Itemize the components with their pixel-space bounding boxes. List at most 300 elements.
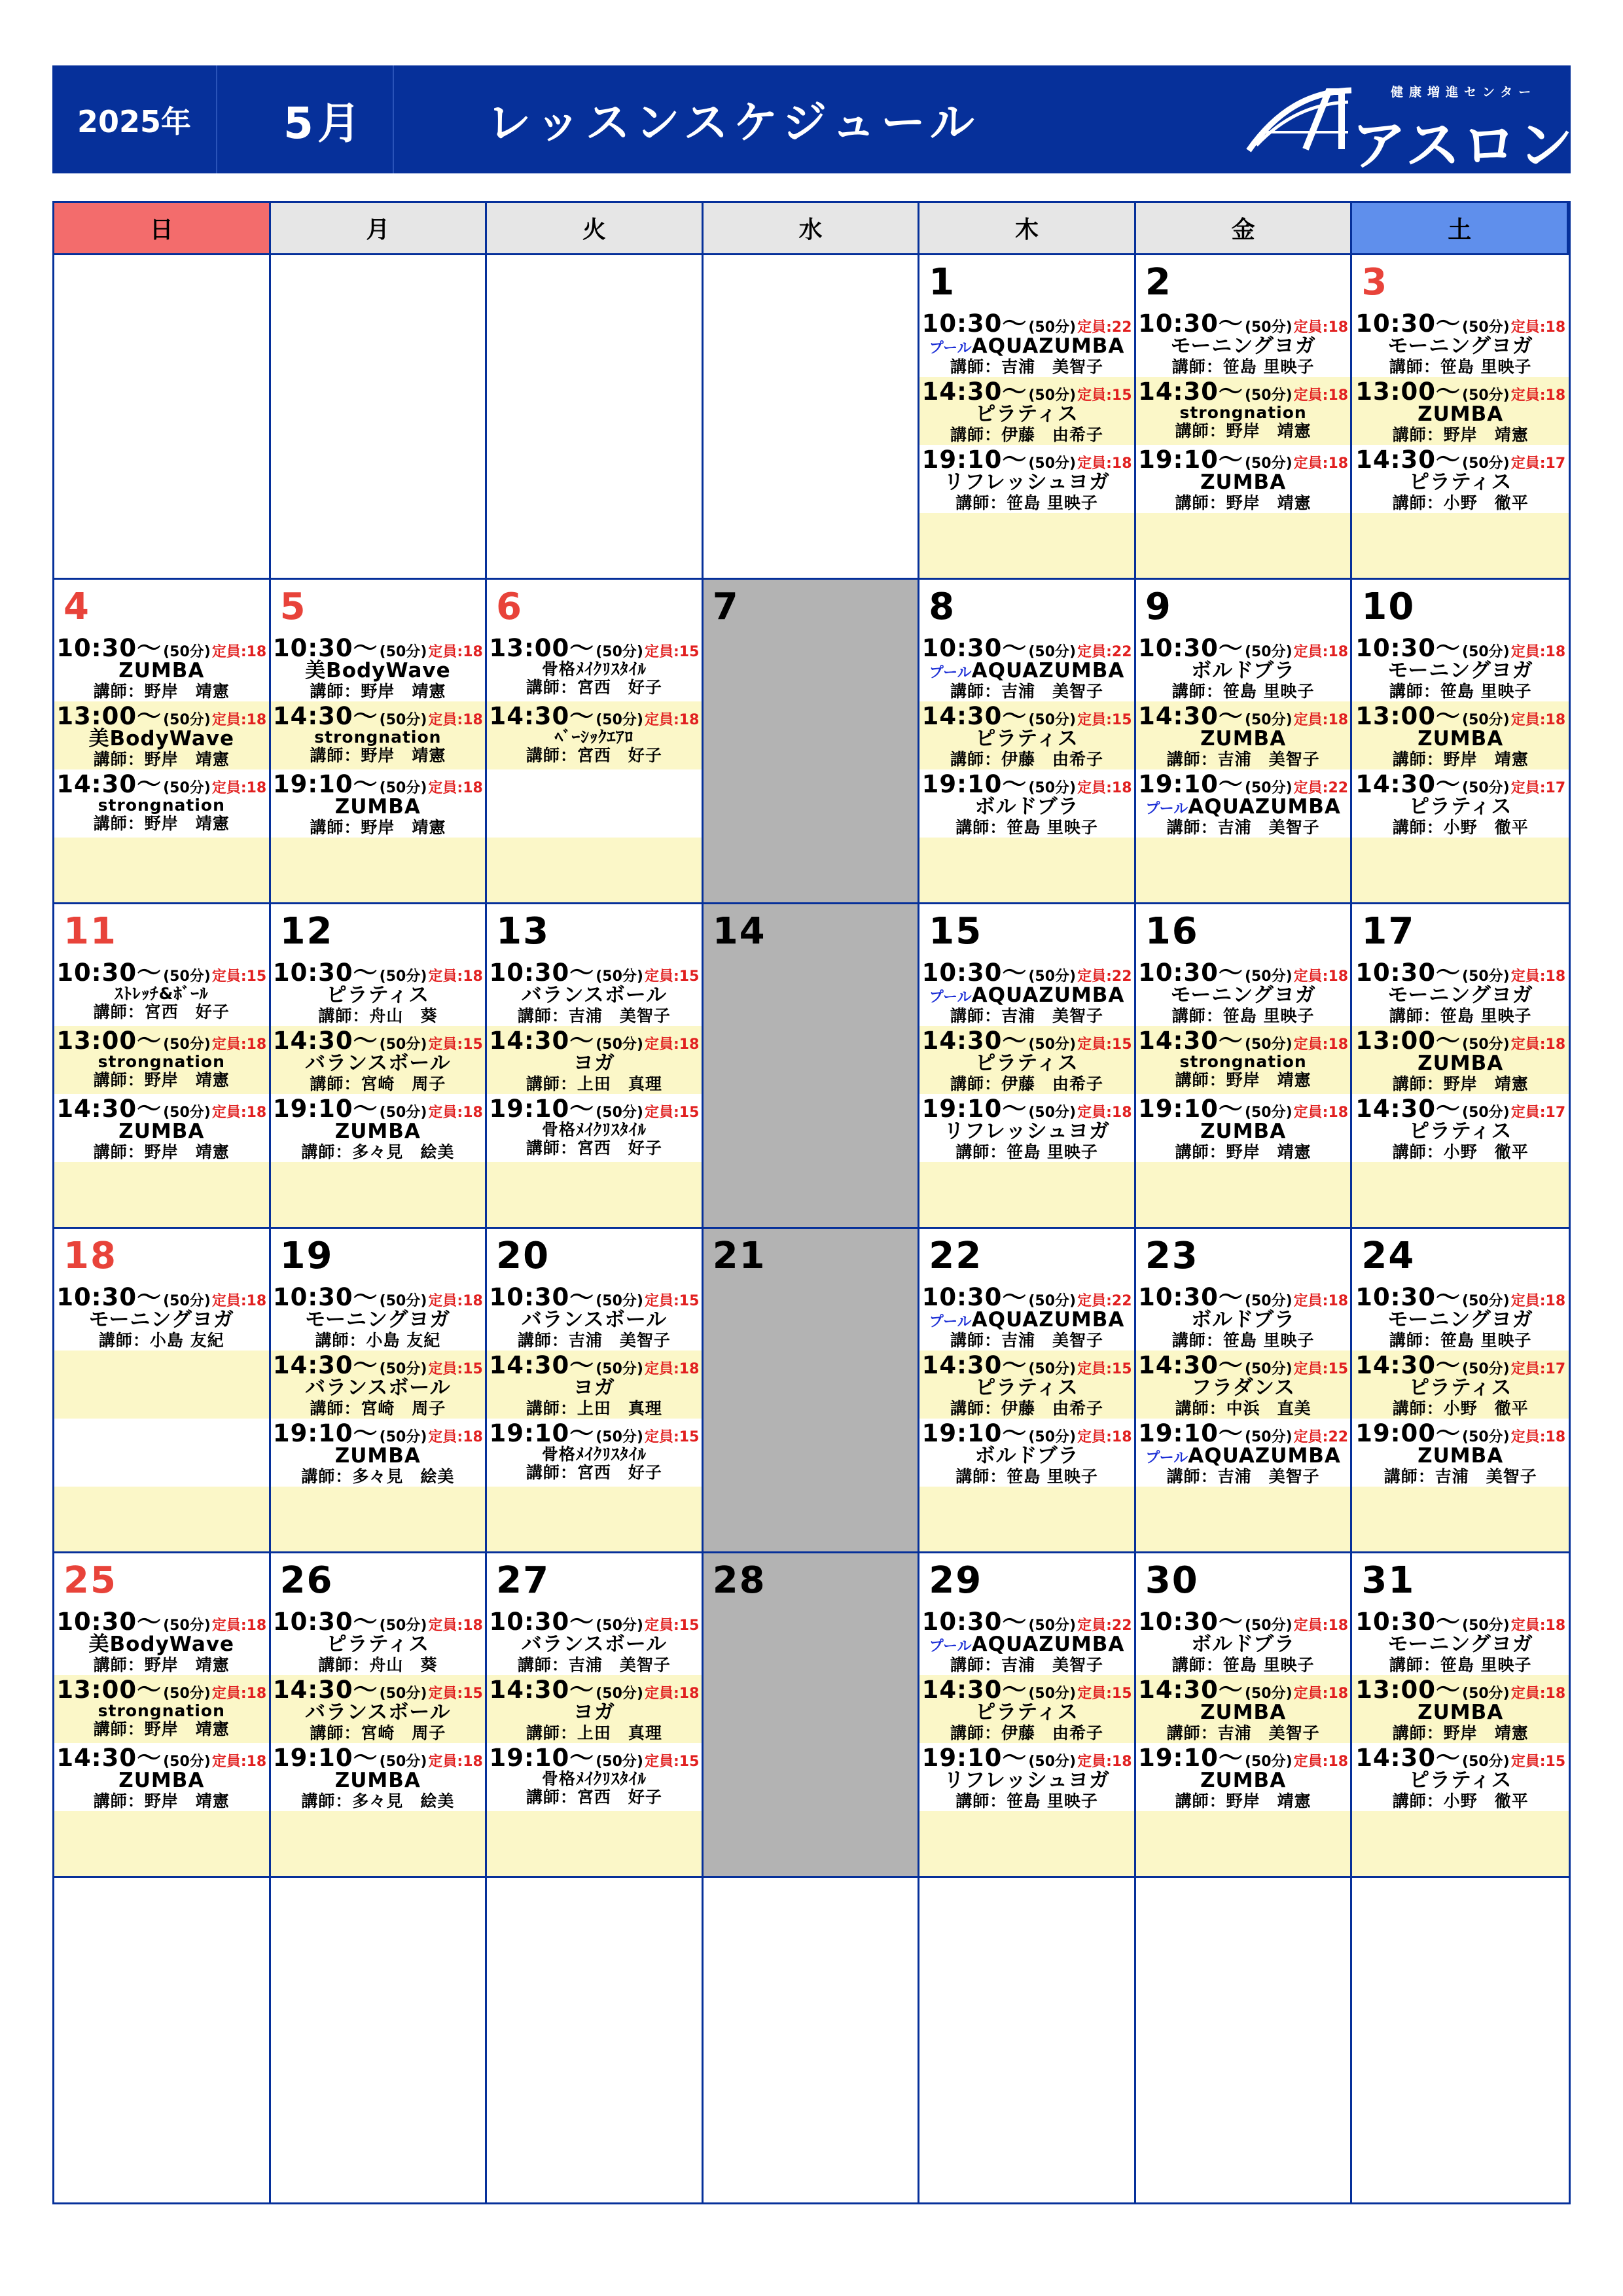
month-label: 5月 <box>283 98 365 149</box>
cell-filler <box>919 1487 1134 1551</box>
lesson-slot <box>919 1094 1134 1162</box>
lesson-instructor: 講師：野岸 靖憲 <box>310 746 446 765</box>
day-cell <box>271 1553 488 1878</box>
day-number <box>1352 1878 1569 1932</box>
lesson-capacity: 定員:22 <box>1077 644 1132 660</box>
lesson-capacity: 定員:17 <box>1510 455 1566 472</box>
lesson-name: プールAQUAZUMBA <box>1145 1444 1341 1468</box>
lesson-time: 10:30〜 <box>272 1283 378 1311</box>
lesson-name: ZUMBA <box>1200 1701 1287 1724</box>
lesson-name: ボルドブラ <box>974 1444 1079 1468</box>
lesson-slot <box>1136 1351 1351 1419</box>
day-number <box>1136 1878 1351 1932</box>
lesson-slot <box>919 701 1134 769</box>
lesson-duration: (50分) <box>163 712 211 728</box>
lesson-slot <box>1352 445 1569 513</box>
lesson-time-line <box>1352 1097 1569 1121</box>
lesson-duration: (50分) <box>596 1104 643 1121</box>
lesson-capacity: 定員:18 <box>211 1686 267 1702</box>
lesson-instructor: 講師：伊藤 由希子 <box>950 1399 1104 1418</box>
lesson-duration: (50分) <box>163 1036 211 1053</box>
lesson-duration: (50分) <box>1028 387 1077 404</box>
lesson-time: 10:30〜 <box>1355 309 1461 338</box>
day-number <box>487 255 702 309</box>
lesson-time: 14:30〜 <box>272 1027 378 1055</box>
lesson-name: プールAQUAZUMBA <box>929 983 1125 1007</box>
lesson-time-line <box>919 1610 1134 1634</box>
lesson-name: strongnation <box>98 1052 225 1071</box>
lesson-instructor: 講師：笹島 里映子 <box>1389 357 1532 376</box>
lesson-name: ボルドブラ <box>1191 1308 1296 1332</box>
lesson-time: 14:30〜 <box>489 1676 595 1704</box>
lesson-time-line <box>1136 1097 1351 1121</box>
day-cell <box>271 904 488 1229</box>
day-cell <box>271 1878 488 2202</box>
lesson-name: ZUMBA <box>1418 1701 1504 1724</box>
lesson-time-line <box>1136 1285 1351 1309</box>
lesson-instructor: 講師：小島 友紀 <box>315 1331 441 1350</box>
lesson-name: モーニングヨガ <box>1387 983 1533 1007</box>
lesson-capacity: 定員:18 <box>1510 1293 1566 1309</box>
weekday-header: 日 <box>54 203 271 255</box>
lesson-name: ピラティス <box>975 1376 1079 1400</box>
lesson-duration: (50分) <box>596 1686 643 1702</box>
lesson-duration: (50分) <box>596 1361 643 1377</box>
lesson-name: バランスボール <box>305 1376 451 1400</box>
lesson-slot <box>271 633 486 701</box>
lesson-name: モーニングヨガ <box>305 1308 451 1332</box>
lesson-time-line <box>1136 1421 1351 1445</box>
lesson-time: 10:30〜 <box>1355 634 1461 662</box>
lesson-slot <box>271 1675 486 1743</box>
lesson-capacity: 定員:18 <box>1077 1429 1132 1445</box>
lesson-time-line <box>271 1421 486 1445</box>
lesson-duration: (50分) <box>1028 712 1077 728</box>
day-number: 12 <box>279 910 334 953</box>
weekday-header: 水 <box>704 203 920 255</box>
lesson-duration: (50分) <box>1462 319 1510 336</box>
lesson-instructor: 講師：宮西 好子 <box>526 1463 662 1482</box>
lesson-time-line <box>1136 772 1351 796</box>
lesson-time: 10:30〜 <box>921 959 1027 987</box>
lesson-instructor: 講師：小野 徹平 <box>1392 1142 1529 1161</box>
closed-day-cell <box>704 580 920 904</box>
lesson-slot <box>1136 445 1351 513</box>
lesson-instructor: 講師：宮西 好子 <box>526 1788 662 1807</box>
lesson-capacity: 定員:18 <box>428 644 483 660</box>
lesson-time: 10:30〜 <box>1138 1283 1243 1311</box>
lesson-slot <box>1136 1743 1351 1811</box>
cell-filler <box>487 838 702 902</box>
cell-filler <box>1136 1811 1351 1876</box>
lesson-duration: (50分) <box>163 1686 211 1702</box>
lesson-slot <box>919 1282 1134 1351</box>
lesson-slot <box>1352 309 1569 377</box>
lesson-time-line <box>1352 1746 1569 1770</box>
cell-filler <box>487 1932 702 2202</box>
lesson-duration: (50分) <box>1462 1036 1510 1053</box>
lesson-capacity: 定員:18 <box>1293 1754 1349 1770</box>
lesson-time-line <box>487 1353 702 1377</box>
lesson-duration: (50分) <box>163 644 211 660</box>
lesson-name: strongnation <box>314 728 442 747</box>
lesson-slot <box>919 445 1134 513</box>
cell-filler <box>1352 513 1569 578</box>
day-number: 6 <box>496 585 524 628</box>
cell-filler <box>1136 838 1351 902</box>
lesson-name: ZUMBA <box>1200 727 1287 751</box>
day-cell <box>1352 1229 1569 1553</box>
year-label: 2025年 <box>77 103 192 139</box>
lesson-name: ボルドブラ <box>1191 659 1296 682</box>
lesson-name: モーニングヨガ <box>88 1308 234 1332</box>
lesson-name: バランスボール <box>521 983 668 1007</box>
day-number: 29 <box>929 1559 983 1602</box>
lesson-slot <box>704 1026 918 1094</box>
lesson-time-line <box>54 1029 269 1053</box>
lesson-capacity: 定員:22 <box>1077 319 1132 336</box>
lesson-time-line <box>271 704 486 728</box>
lesson-name: ピラティス <box>1408 1769 1512 1792</box>
lesson-name: ZUMBA <box>1200 1120 1287 1143</box>
lesson-duration: (50分) <box>1244 644 1293 660</box>
day-cell <box>54 1878 271 2202</box>
lesson-duration: (50分) <box>379 1036 427 1053</box>
lesson-capacity: 定員:18 <box>428 780 483 796</box>
lesson-time: 19:10〜 <box>489 1419 595 1447</box>
lesson-name: ヨガ <box>573 1701 615 1724</box>
lesson-time: 10:30〜 <box>1355 1283 1461 1311</box>
cell-filler <box>487 1487 702 1551</box>
lesson-slot <box>919 1026 1134 1094</box>
day-cell <box>1352 904 1569 1229</box>
lesson-instructor: 講師：多々見 絵美 <box>301 1467 455 1486</box>
page-title: レッスンスケジュール <box>486 97 980 149</box>
lesson-time: 13:00〜 <box>1355 378 1461 406</box>
lesson-capacity: 定員:22 <box>1077 1293 1132 1309</box>
day-cell <box>704 255 920 580</box>
lesson-duration: (50分) <box>1462 780 1510 796</box>
cell-filler <box>1352 838 1569 902</box>
lesson-capacity: 定員:15 <box>644 1754 700 1770</box>
day-cell <box>271 1229 488 1553</box>
logo-mark-icon <box>1243 85 1355 157</box>
lesson-time-line <box>487 1746 702 1770</box>
lesson-capacity: 定員:18 <box>428 712 483 728</box>
lesson-time: 13:00〜 <box>1355 1676 1461 1704</box>
lesson-slot <box>704 1094 918 1162</box>
lesson-instructor: 講師：吉浦 美智子 <box>1166 1723 1320 1742</box>
lesson-time: 14:30〜 <box>1355 446 1461 474</box>
lesson-instructor: 講師：笹島 里映子 <box>1171 1331 1315 1350</box>
lesson-instructor: 講師：小野 徹平 <box>1392 818 1529 837</box>
day-cell <box>1136 1553 1353 1878</box>
lesson-instructor: 講師：野岸 靖憲 <box>93 1142 230 1161</box>
lesson-duration: (50分) <box>1028 1617 1077 1634</box>
lesson-time: 10:30〜 <box>921 1608 1027 1636</box>
lesson-time-line <box>919 961 1134 985</box>
lesson-time: 19:10〜 <box>921 1095 1027 1123</box>
lesson-time-line <box>487 704 702 728</box>
day-number <box>704 1878 918 1932</box>
lesson-name: モーニングヨガ <box>1170 334 1316 358</box>
cell-filler <box>704 1932 918 2202</box>
lesson-slot <box>54 1743 269 1811</box>
day-number <box>271 255 486 309</box>
lesson-time-line <box>54 1678 269 1702</box>
lesson-time-line <box>54 1285 269 1309</box>
day-number: 13 <box>496 910 550 953</box>
lesson-time-line <box>487 1421 702 1445</box>
lesson-duration: (50分) <box>1028 644 1077 660</box>
lesson-name: プールAQUAZUMBA <box>1145 795 1341 819</box>
lesson-time-line <box>919 636 1134 660</box>
lesson-capacity: 定員:15 <box>1077 387 1132 404</box>
lesson-slot <box>271 1743 486 1811</box>
lesson-time-line <box>54 636 269 660</box>
lesson-duration: (50分) <box>1028 780 1077 796</box>
lesson-capacity: 定員:15 <box>211 968 267 985</box>
lesson-time: 14:30〜 <box>1138 378 1243 406</box>
lesson-instructor: 講師：吉浦 美智子 <box>950 357 1104 376</box>
lesson-capacity: 定員:18 <box>1510 1036 1566 1053</box>
lesson-name: モーニングヨガ <box>1387 1308 1533 1332</box>
day-cell <box>487 1878 704 2202</box>
lesson-time: 10:30〜 <box>921 1283 1027 1311</box>
cell-filler <box>487 1811 702 1876</box>
lesson-instructor: 講師：吉浦 美智子 <box>517 1331 671 1350</box>
lesson-slot <box>1136 1282 1351 1351</box>
lesson-slot <box>1136 1094 1351 1162</box>
lesson-name: ピラティス <box>326 1633 430 1656</box>
lesson-instructor: 講師：吉浦 美智子 <box>950 1655 1104 1674</box>
lesson-instructor: 講師：野岸 靖憲 <box>93 1070 230 1089</box>
lesson-capacity: 定員:18 <box>1510 968 1566 985</box>
lesson-instructor: 講師：野岸 靖憲 <box>93 1792 230 1810</box>
lesson-capacity: 定員:18 <box>1293 1617 1349 1634</box>
lesson-instructor: 講師：笹島 里映子 <box>1171 1006 1315 1025</box>
lesson-time: 19:00〜 <box>1355 1419 1461 1447</box>
day-cell <box>1352 255 1569 580</box>
lesson-slot <box>54 769 269 838</box>
lesson-capacity: 定員:18 <box>1293 968 1349 985</box>
lesson-time: 10:30〜 <box>272 634 378 662</box>
weekday-header: 火 <box>487 203 704 255</box>
lesson-duration: (50分) <box>1244 1429 1293 1445</box>
lesson-time: 10:30〜 <box>1138 309 1243 338</box>
lesson-time: 19:10〜 <box>1138 1095 1243 1123</box>
lesson-name: ピラティス <box>975 727 1079 751</box>
lesson-duration: (50分) <box>163 1617 211 1634</box>
lesson-name: ピラティス <box>1408 795 1512 819</box>
lesson-capacity: 定員:18 <box>1510 319 1566 336</box>
lesson-slot <box>919 1743 1134 1811</box>
lesson-name: モーニングヨガ <box>1387 659 1533 682</box>
day-cell <box>487 904 704 1229</box>
lesson-slot <box>704 1351 918 1419</box>
lesson-time: 14:30〜 <box>1355 770 1461 798</box>
lesson-slot <box>704 958 918 1026</box>
cell-filler <box>704 838 918 902</box>
lesson-time: 13:00〜 <box>489 634 595 662</box>
lesson-name: ZUMBA <box>1418 1051 1504 1075</box>
lesson-slot <box>271 1094 486 1162</box>
day-number <box>54 1878 269 1932</box>
lesson-time: 19:10〜 <box>1138 446 1243 474</box>
pool-tag: プール <box>929 665 972 681</box>
lesson-capacity: 定員:18 <box>1510 712 1566 728</box>
lesson-duration: (50分) <box>1028 455 1077 472</box>
lesson-capacity: 定員:15 <box>1293 1361 1349 1377</box>
lesson-duration: (50分) <box>596 1429 643 1445</box>
lesson-time-line <box>919 311 1134 336</box>
lesson-time-line <box>54 772 269 796</box>
lesson-capacity: 定員:18 <box>211 1293 267 1309</box>
lesson-time-line <box>919 1678 1134 1702</box>
lesson-duration: (50分) <box>163 1104 211 1121</box>
lesson-capacity: 定員:18 <box>1293 387 1349 404</box>
lesson-slot <box>271 1026 486 1094</box>
lesson-time-line <box>271 772 486 796</box>
lesson-time-line <box>271 1678 486 1702</box>
lesson-time-line <box>271 961 486 985</box>
day-number <box>487 1878 702 1932</box>
lesson-slot <box>487 1351 702 1419</box>
cell-filler <box>271 1811 486 1876</box>
cell-filler <box>1136 1162 1351 1227</box>
lesson-duration: (50分) <box>1028 1429 1077 1445</box>
lesson-capacity: 定員:15 <box>644 1293 700 1309</box>
lesson-time: 14:30〜 <box>921 1351 1027 1379</box>
lesson-instructor: 講師：笹島 里映子 <box>1389 1655 1532 1674</box>
lesson-slot <box>1136 1419 1351 1487</box>
pool-tag: プール <box>929 1314 972 1330</box>
lesson-instructor: 講師：野岸 靖憲 <box>93 814 230 833</box>
lesson-time-line <box>1352 311 1569 336</box>
lesson-capacity: 定員:22 <box>1293 1429 1349 1445</box>
lesson-time: 19:10〜 <box>921 1419 1027 1447</box>
lesson-instructor: 講師：中浜 直美 <box>1175 1399 1311 1418</box>
lesson-time: 10:30〜 <box>1138 959 1243 987</box>
lesson-slot <box>1352 633 1569 701</box>
lesson-instructor: 講師：宮西 好子 <box>526 746 662 765</box>
lesson-slot <box>704 1675 918 1743</box>
lesson-slot <box>271 1351 486 1419</box>
lesson-duration: (50分) <box>1028 1293 1077 1309</box>
day-cell <box>54 1553 271 1878</box>
day-cell <box>487 1553 704 1878</box>
lesson-name: ピラティス <box>1408 470 1512 494</box>
lesson-instructor: 講師：野岸 靖憲 <box>93 750 230 769</box>
lesson-duration: (50分) <box>1462 1293 1510 1309</box>
lesson-slot <box>919 1419 1134 1487</box>
lesson-capacity: 定員:18 <box>644 1361 700 1377</box>
lesson-duration: (50分) <box>379 1293 427 1309</box>
lesson-name: リフレッシュヨガ <box>944 470 1110 494</box>
day-cell <box>704 1878 920 2202</box>
lesson-name: バランスボール <box>521 1308 668 1332</box>
lesson-duration: (50分) <box>1462 1686 1510 1702</box>
lesson-time-line <box>487 1285 702 1309</box>
lesson-time: 13:00〜 <box>56 702 162 730</box>
lesson-capacity: 定員:18 <box>1077 1754 1132 1770</box>
lesson-capacity: 定員:18 <box>211 780 267 796</box>
lesson-capacity: 定員:15 <box>644 1104 700 1121</box>
lesson-time: 13:00〜 <box>56 1676 162 1704</box>
lesson-capacity: 定員:18 <box>1293 455 1349 472</box>
lesson-time-line <box>1352 1610 1569 1634</box>
lesson-time: 14:30〜 <box>489 1027 595 1055</box>
lesson-instructor: 講師：野岸 靖憲 <box>1175 1792 1311 1810</box>
lesson-slot <box>1352 1607 1569 1675</box>
day-number: 28 <box>712 1559 766 1602</box>
lesson-duration: (50分) <box>1244 1617 1293 1634</box>
lesson-duration: (50分) <box>379 1617 427 1634</box>
lesson-instructor: 講師：舟山 葵 <box>318 1655 438 1674</box>
pool-tag: プール <box>1145 1450 1188 1466</box>
lesson-instructor: 講師：多々見 絵美 <box>301 1792 455 1810</box>
lesson-time: 19:10〜 <box>921 446 1027 474</box>
lesson-slot <box>1136 958 1351 1026</box>
day-number: 22 <box>929 1234 983 1277</box>
lesson-time-line <box>487 1610 702 1634</box>
cell-filler <box>1136 1932 1351 2202</box>
lesson-time-line <box>487 1029 702 1053</box>
cell-filler <box>271 1162 486 1227</box>
lesson-time: 19:10〜 <box>272 1744 378 1772</box>
cell-filler <box>919 1162 1134 1227</box>
lesson-instructor: 講師：吉浦 美智子 <box>950 1331 1104 1350</box>
lesson-slot <box>487 1026 702 1094</box>
cell-filler <box>54 1162 269 1227</box>
lesson-slot <box>1352 701 1569 769</box>
lesson-name: ZUMBA <box>118 659 205 682</box>
lesson-time: 13:00〜 <box>56 1027 162 1055</box>
lesson-time-line <box>1136 1678 1351 1702</box>
lesson-name: ｽﾄﾚｯﾁ&ﾎﾞｰﾙ <box>115 984 209 1003</box>
lesson-time-line <box>919 380 1134 404</box>
day-number <box>704 255 918 309</box>
day-cell <box>919 904 1136 1229</box>
lesson-slot <box>704 769 918 838</box>
lesson-instructor: 講師：野岸 靖憲 <box>93 1655 230 1674</box>
lesson-duration: (50分) <box>1462 1754 1510 1770</box>
lesson-name: ZUMBA <box>118 1769 205 1792</box>
day-cell <box>1136 255 1353 580</box>
day-number: 2 <box>1145 260 1172 304</box>
lesson-slot <box>1352 1419 1569 1487</box>
cell-filler <box>54 1487 269 1551</box>
cell-filler <box>704 1162 918 1227</box>
lesson-capacity: 定員:18 <box>1510 387 1566 404</box>
lesson-name: ピラティス <box>975 1051 1079 1075</box>
lesson-duration: (50分) <box>1462 1361 1510 1377</box>
lesson-instructor: 講師：小野 徹平 <box>1392 1792 1529 1810</box>
lesson-time-line <box>1136 1610 1351 1634</box>
lesson-time-line <box>1136 1029 1351 1053</box>
lesson-instructor: 講師：吉浦 美智子 <box>1383 1467 1537 1486</box>
day-number: 16 <box>1145 910 1199 953</box>
day-cell <box>271 580 488 904</box>
lesson-capacity: 定員:15 <box>1077 712 1132 728</box>
lesson-slot <box>54 1282 269 1351</box>
lesson-time-line <box>919 1421 1134 1445</box>
cell-filler <box>1352 1162 1569 1227</box>
cell-filler <box>1136 513 1351 578</box>
lesson-instructor: 講師：野岸 靖憲 <box>93 1720 230 1739</box>
cell-filler <box>271 1932 486 2202</box>
pool-tag: プール <box>929 1638 972 1655</box>
